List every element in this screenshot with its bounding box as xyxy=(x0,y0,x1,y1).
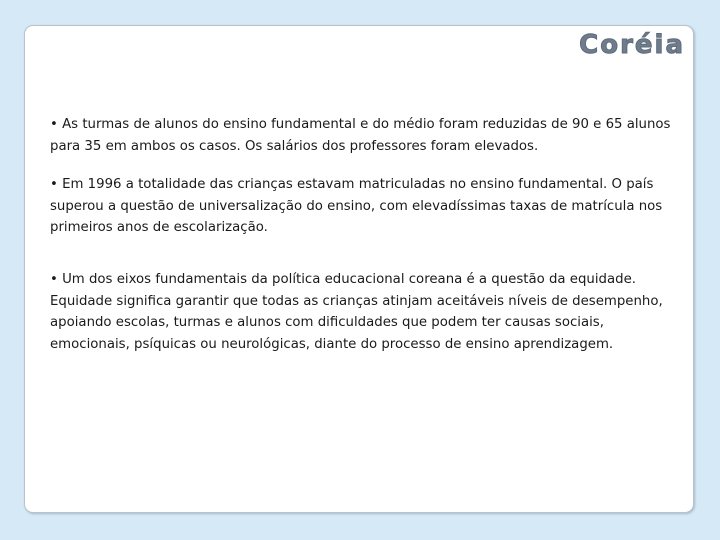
paragraph-enrollment: • Em 1996 a totalidade das crianças estavam matriculadas no ensino fundamental. O país superou a questão de universalização do ensino, com elevadíssimas taxas de matrícula nos primeiros anos de escolarização. xyxy=(50,177,663,235)
paragraph-class-size: • As turmas de alunos do ensino fundamental e do médio foram reduzidas de 90 e 65 alunos para 35 em ambos os casos. Os salários dos professores foram elevados. xyxy=(50,117,671,154)
slide-title: Coréia xyxy=(579,30,685,60)
paragraph-equity: • Um dos eixos fundamentais da política educacional coreana é a questão da equidade. Equidade significa garantir que todas as crianças atinjam aceitáveis níveis de desempenho, apoiando escolas, turmas e alunos com dificuldades que podem ter causas sociais, emocionais, psíquicas ou neurológicas, diante do processo de ensino aprendizagem. xyxy=(50,272,663,352)
slide-card xyxy=(24,25,694,513)
